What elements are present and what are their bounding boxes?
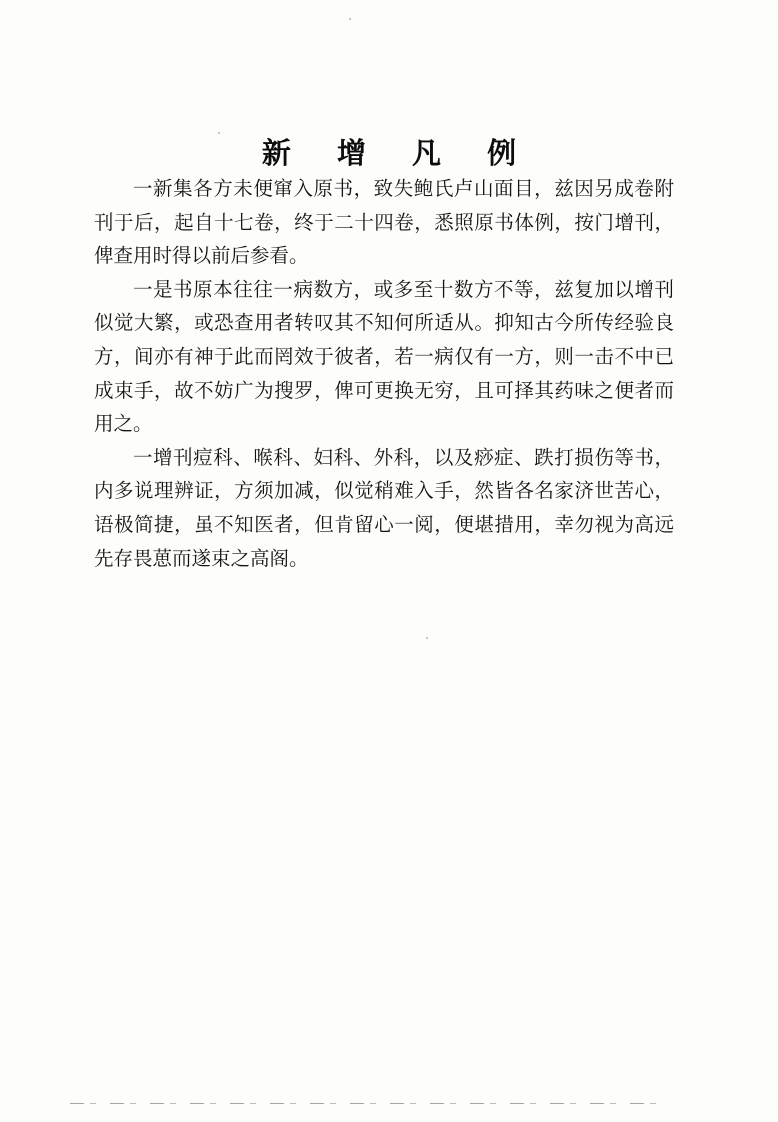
rule-paragraph-1: 一新集各方未便窜入原书，致失鲍氏卢山面目，兹因另成卷附刊于后，起自十七卷，终于二十四卷，悉照原书体例，按门增刊，俾查用时得以前后参看。	[94, 177, 674, 268]
scan-speck	[349, 18, 351, 20]
rule-paragraph-3: 一增刊痘科、喉科、妇科、外科，以及痧症、跌打损伤等书，内多说理辨证，方须加减，似觉稍难入手，然皆各名家济世苦心，语极简捷，虽不知医者，但肯留心一阅，便堪措用，幸勿视为高远先存畏葸而遂束之高阁。	[94, 445, 674, 570]
rule-paragraph-2: 一是书原本往往一病数方，或多至十数方不等，兹复加以增刊似觉大繁，或恐查用者转叹其不知何所适从。抑知古今所传经验良方，间亦有神于此而罔效于彼者，若一病仅有一方，则一击不中已成束手，故不妨广为搜罗，俾可更换无穷，且可择其药味之便者而用之。	[94, 277, 674, 436]
rules-body	[94, 172, 674, 575]
scan-edge-line	[70, 1103, 660, 1104]
scan-speck	[426, 637, 428, 639]
page-title: 新 增 凡 例	[261, 136, 535, 171]
